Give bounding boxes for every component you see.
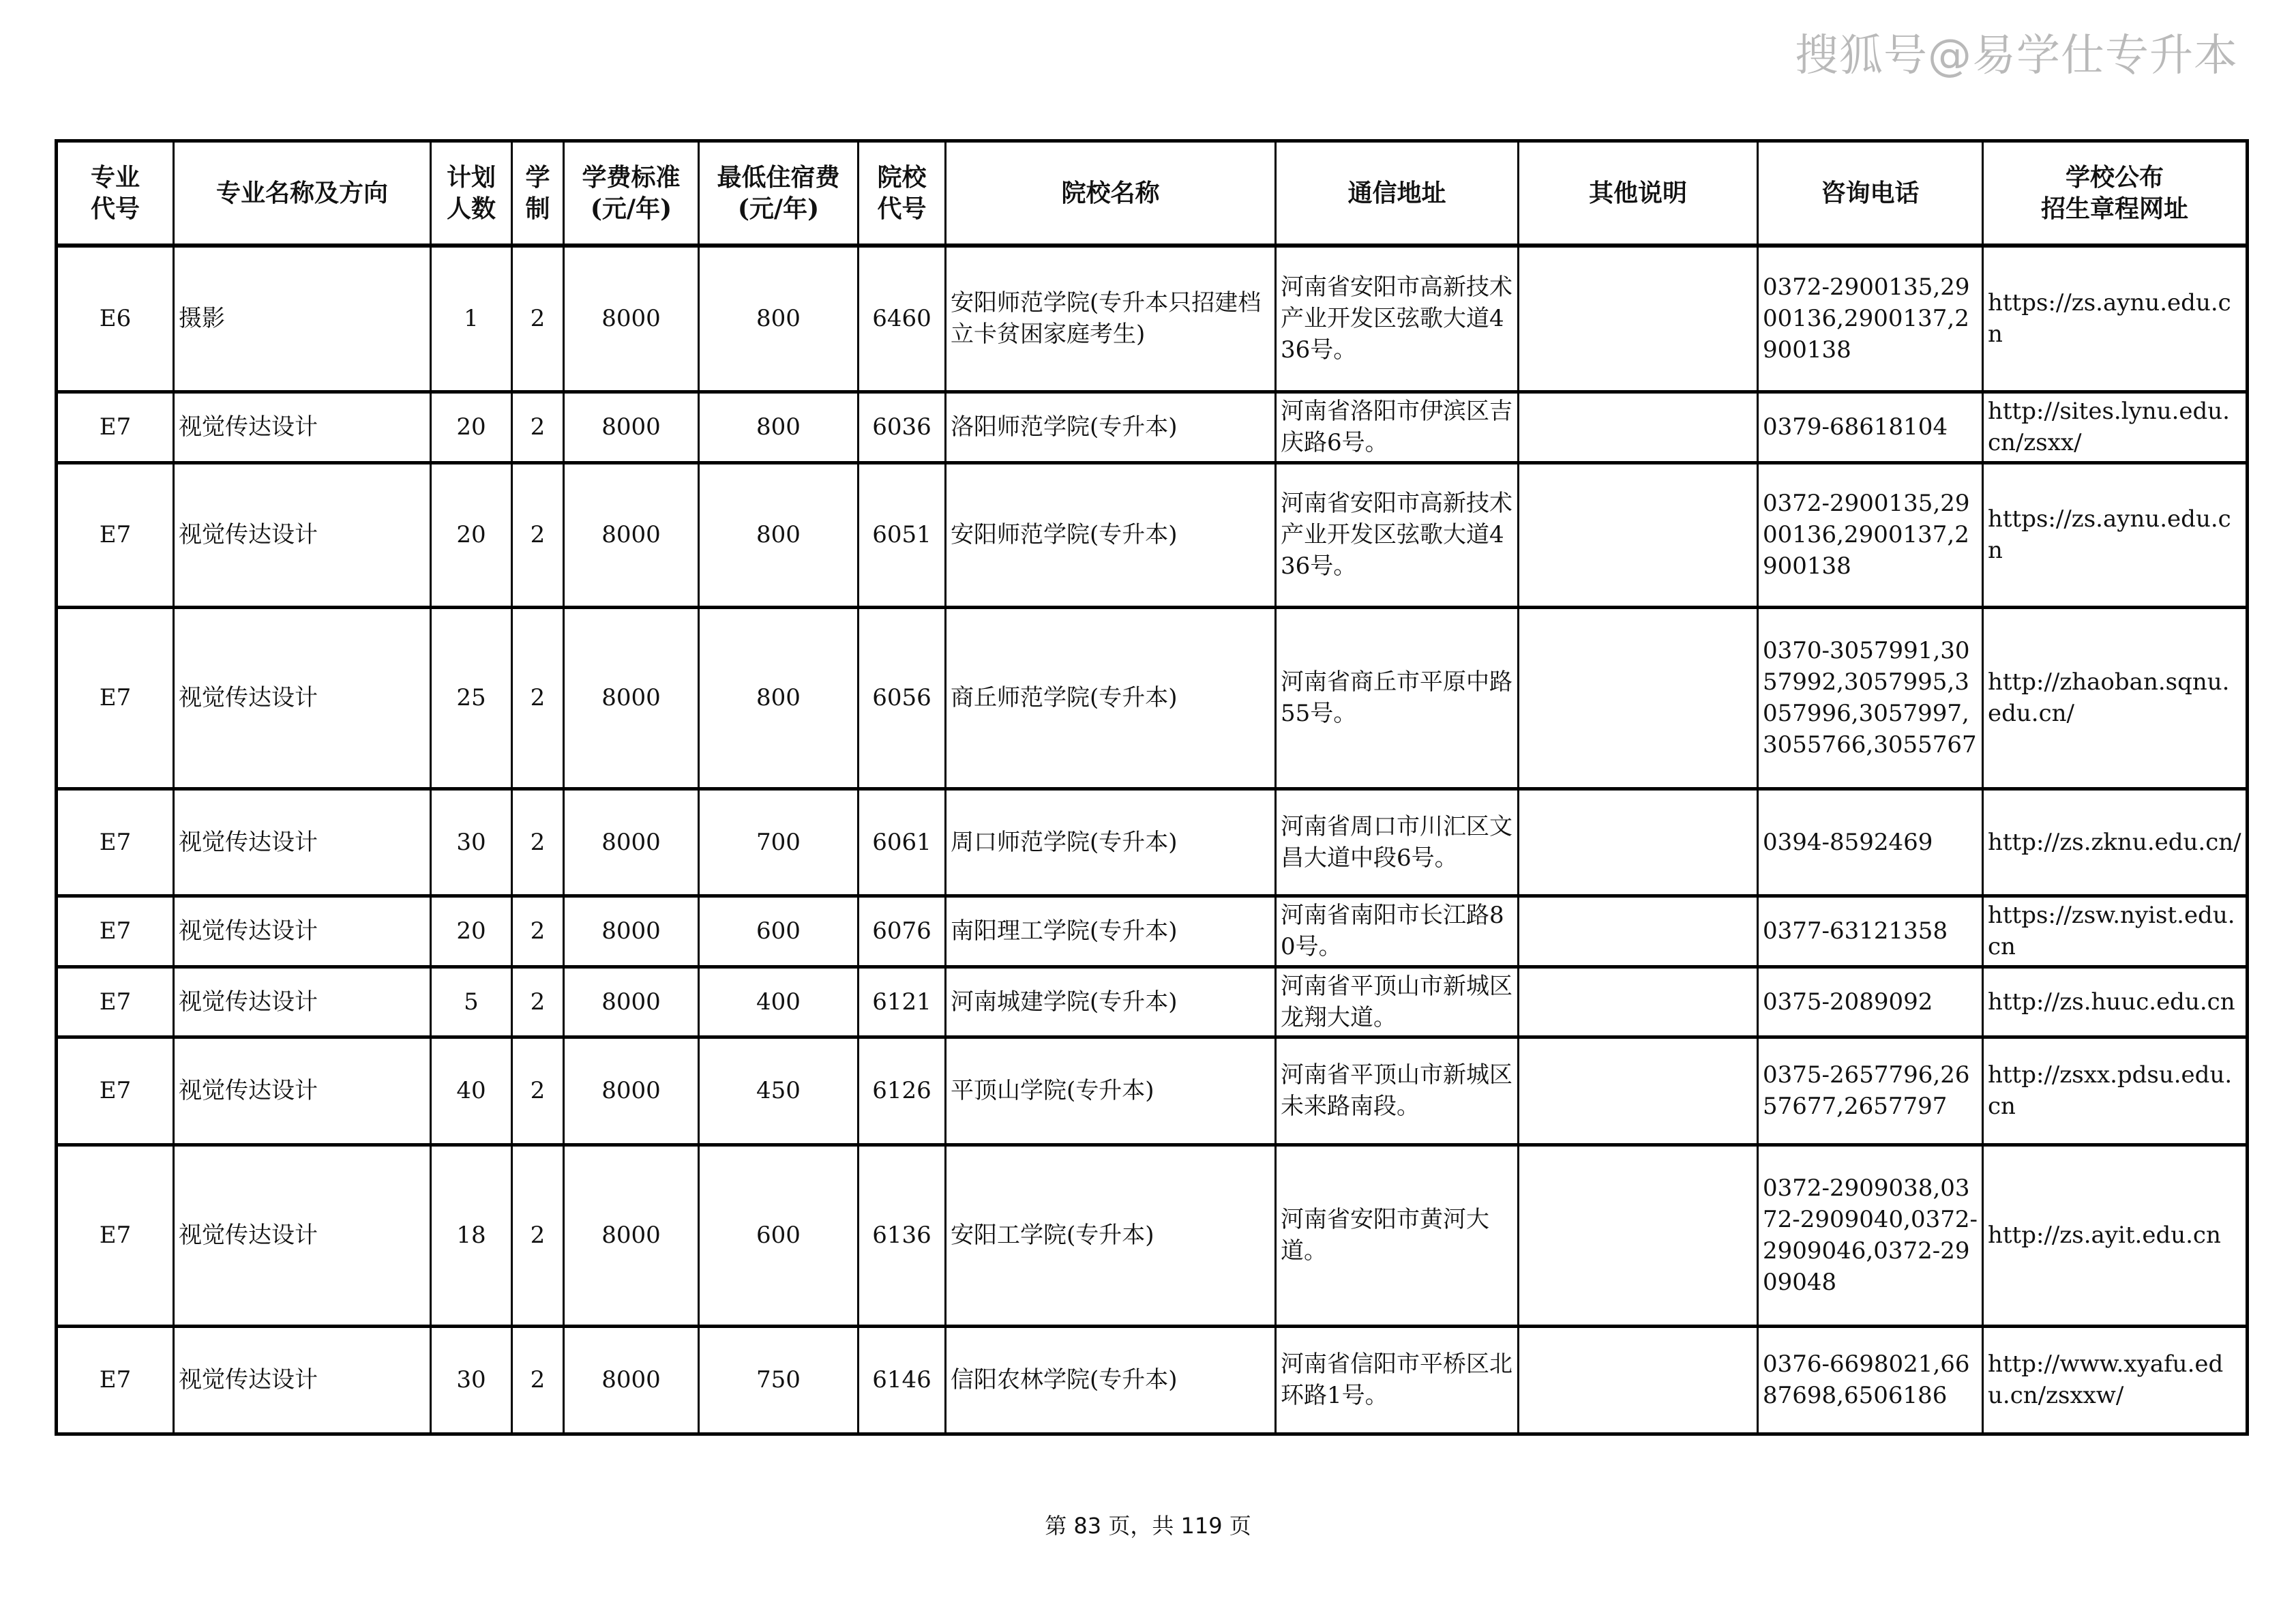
table-row [57,966,2248,1037]
cell-url[interactable]: http://zhaoban.sqnu.edu.cn/ [1983,607,2248,788]
admissions-table [55,139,2249,1436]
cell-plan-count: 18 [431,1145,512,1326]
cell-tuition: 8000 [564,392,699,462]
cell-notes [1519,896,1758,966]
table-row [57,1145,2248,1326]
cell-school-name: 信阳农林学院(专升本) [946,1326,1276,1434]
cell-address: 河南省商丘市平原中路55号。 [1276,607,1519,788]
cell-url[interactable]: https://zs.aynu.edu.cn [1983,246,2248,392]
cell-tuition: 8000 [564,246,699,392]
cell-notes [1519,1145,1758,1326]
cell-notes [1519,462,1758,607]
cell-phone: 0377-63121358 [1758,896,1983,966]
cell-school-code: 6126 [859,1037,946,1145]
cell-notes [1519,1037,1758,1145]
cell-years: 2 [512,1037,564,1145]
table-row [57,1326,2248,1434]
cell-notes [1519,607,1758,788]
cell-plan-count: 40 [431,1037,512,1145]
cell-notes [1519,246,1758,392]
cell-notes [1519,392,1758,462]
cell-school-name: 安阳师范学院(专升本) [946,462,1276,607]
cell-school-name: 洛阳师范学院(专升本) [946,392,1276,462]
cell-major-code: E7 [57,392,174,462]
cell-school-name: 河南城建学院(专升本) [946,966,1276,1037]
cell-school-code: 6121 [859,966,946,1037]
cell-address: 河南省平顶山市新城区未来路南段。 [1276,1037,1519,1145]
cell-school-code: 6051 [859,462,946,607]
header-address: 通信地址 [1276,141,1519,246]
cell-address: 河南省南阳市长江路80号。 [1276,896,1519,966]
cell-url[interactable]: http://zs.huuc.edu.cn [1983,966,2248,1037]
header-tuition: 学费标准 (元/年) [564,141,699,246]
cell-plan-count: 20 [431,392,512,462]
cell-dorm-fee: 400 [699,966,859,1037]
cell-school-code: 6076 [859,896,946,966]
cell-school-name: 平顶山学院(专升本) [946,1037,1276,1145]
cell-address: 河南省平顶山市新城区龙翔大道。 [1276,966,1519,1037]
cell-major-name: 视觉传达设计 [174,1037,431,1145]
cell-dorm-fee: 750 [699,1326,859,1434]
cell-phone: 0372-2900135,2900136,2900137,2900138 [1758,246,1983,392]
cell-url[interactable]: http://www.xyafu.edu.cn/zsxxw/ [1983,1326,2248,1434]
cell-school-name: 安阳师范学院(专升本只招建档立卡贫困家庭考生) [946,246,1276,392]
cell-tuition: 8000 [564,1037,699,1145]
cell-school-code: 6061 [859,788,946,896]
cell-major-name: 视觉传达设计 [174,896,431,966]
cell-address: 河南省安阳市黄河大道。 [1276,1145,1519,1326]
header-phone: 咨询电话 [1758,141,1983,246]
cell-major-code: E7 [57,1326,174,1434]
cell-school-code: 6460 [859,246,946,392]
cell-tuition: 8000 [564,896,699,966]
cell-tuition: 8000 [564,462,699,607]
header-major-code: 专业 代号 [57,141,174,246]
cell-school-code: 6036 [859,392,946,462]
cell-years: 2 [512,1326,564,1434]
cell-phone: 0375-2089092 [1758,966,1983,1037]
cell-dorm-fee: 700 [699,788,859,896]
cell-url[interactable]: http://zs.ayit.edu.cn [1983,1145,2248,1326]
cell-major-name: 视觉传达设计 [174,607,431,788]
cell-dorm-fee: 800 [699,462,859,607]
cell-phone: 0370-3057991,3057992,3057995,3057996,3057997,3055766,3055767 [1758,607,1983,788]
cell-major-name: 视觉传达设计 [174,1326,431,1434]
table-row [57,392,2248,462]
cell-tuition: 8000 [564,966,699,1037]
cell-major-code: E7 [57,607,174,788]
cell-major-name: 摄影 [174,246,431,392]
cell-address: 河南省安阳市高新技术产业开发区弦歌大道436号。 [1276,246,1519,392]
cell-major-code: E7 [57,896,174,966]
cell-url[interactable]: http://sites.lynu.edu.cn/zsxx/ [1983,392,2248,462]
cell-phone: 0372-2909038,0372-2909040,0372-2909046,0372-2909048 [1758,1145,1983,1326]
cell-major-name: 视觉传达设计 [174,966,431,1037]
cell-plan-count: 30 [431,788,512,896]
cell-school-code: 6136 [859,1145,946,1326]
cell-major-name: 视觉传达设计 [174,1145,431,1326]
cell-url[interactable]: http://zsxx.pdsu.edu.cn [1983,1037,2248,1145]
cell-address: 河南省洛阳市伊滨区吉庆路6号。 [1276,392,1519,462]
cell-address: 河南省安阳市高新技术产业开发区弦歌大道436号。 [1276,462,1519,607]
header-years: 学 制 [512,141,564,246]
cell-dorm-fee: 800 [699,392,859,462]
cell-major-name: 视觉传达设计 [174,788,431,896]
cell-dorm-fee: 450 [699,1037,859,1145]
table-row [57,462,2248,607]
cell-notes [1519,966,1758,1037]
cell-major-code: E7 [57,462,174,607]
cell-school-code: 6146 [859,1326,946,1434]
cell-years: 2 [512,788,564,896]
table-header-row [57,141,2248,246]
cell-years: 2 [512,896,564,966]
cell-dorm-fee: 800 [699,246,859,392]
cell-tuition: 8000 [564,788,699,896]
cell-school-name: 周口师范学院(专升本) [946,788,1276,896]
header-major-name: 专业名称及方向 [174,141,431,246]
cell-url[interactable]: http://zs.zknu.edu.cn/ [1983,788,2248,896]
table-row [57,788,2248,896]
cell-tuition: 8000 [564,1145,699,1326]
cell-tuition: 8000 [564,1326,699,1434]
cell-major-code: E7 [57,1037,174,1145]
cell-years: 2 [512,392,564,462]
cell-plan-count: 5 [431,966,512,1037]
cell-school-name: 南阳理工学院(专升本) [946,896,1276,966]
cell-dorm-fee: 800 [699,607,859,788]
cell-phone: 0394-8592469 [1758,788,1983,896]
cell-plan-count: 25 [431,607,512,788]
brand-watermark: 搜狐号@易学仕专升本 [1795,31,2238,81]
cell-years: 2 [512,607,564,788]
header-notes: 其他说明 [1519,141,1758,246]
cell-years: 2 [512,462,564,607]
cell-url[interactable]: https://zs.aynu.edu.cn [1983,462,2248,607]
table-row [57,607,2248,788]
cell-plan-count: 20 [431,462,512,607]
header-plan-count: 计划 人数 [431,141,512,246]
cell-major-code: E7 [57,1145,174,1326]
cell-address: 河南省周口市川汇区文昌大道中段6号。 [1276,788,1519,896]
cell-years: 2 [512,1145,564,1326]
cell-phone: 0372-2900135,2900136,2900137,2900138 [1758,462,1983,607]
cell-major-code: E6 [57,246,174,392]
header-dorm-fee: 最低住宿费 (元/年) [699,141,859,246]
cell-major-name: 视觉传达设计 [174,392,431,462]
cell-plan-count: 1 [431,246,512,392]
cell-phone: 0376-6698021,6687698,6506186 [1758,1326,1983,1434]
header-url: 学校公布 招生章程网址 [1983,141,2248,246]
cell-school-name: 商丘师范学院(专升本) [946,607,1276,788]
cell-tuition: 8000 [564,607,699,788]
cell-phone: 0375-2657796,2657677,2657797 [1758,1037,1983,1145]
cell-dorm-fee: 600 [699,896,859,966]
table-row [57,1037,2248,1145]
header-school-code: 院校 代号 [859,141,946,246]
cell-major-code: E7 [57,788,174,896]
cell-years: 2 [512,966,564,1037]
cell-school-name: 安阳工学院(专升本) [946,1145,1276,1326]
cell-dorm-fee: 600 [699,1145,859,1326]
cell-address: 河南省信阳市平桥区北环路1号。 [1276,1326,1519,1434]
table-row [57,896,2248,966]
cell-major-code: E7 [57,966,174,1037]
cell-phone: 0379-68618104 [1758,392,1983,462]
page-footer: 第 83 页，共 119 页 [1045,1513,1251,1539]
cell-years: 2 [512,246,564,392]
cell-plan-count: 20 [431,896,512,966]
cell-major-name: 视觉传达设计 [174,462,431,607]
cell-notes [1519,1326,1758,1434]
cell-school-code: 6056 [859,607,946,788]
cell-url[interactable]: https://zsw.nyist.edu.cn [1983,896,2248,966]
cell-plan-count: 30 [431,1326,512,1434]
cell-notes [1519,788,1758,896]
header-school-name: 院校名称 [946,141,1276,246]
table-row [57,246,2248,392]
